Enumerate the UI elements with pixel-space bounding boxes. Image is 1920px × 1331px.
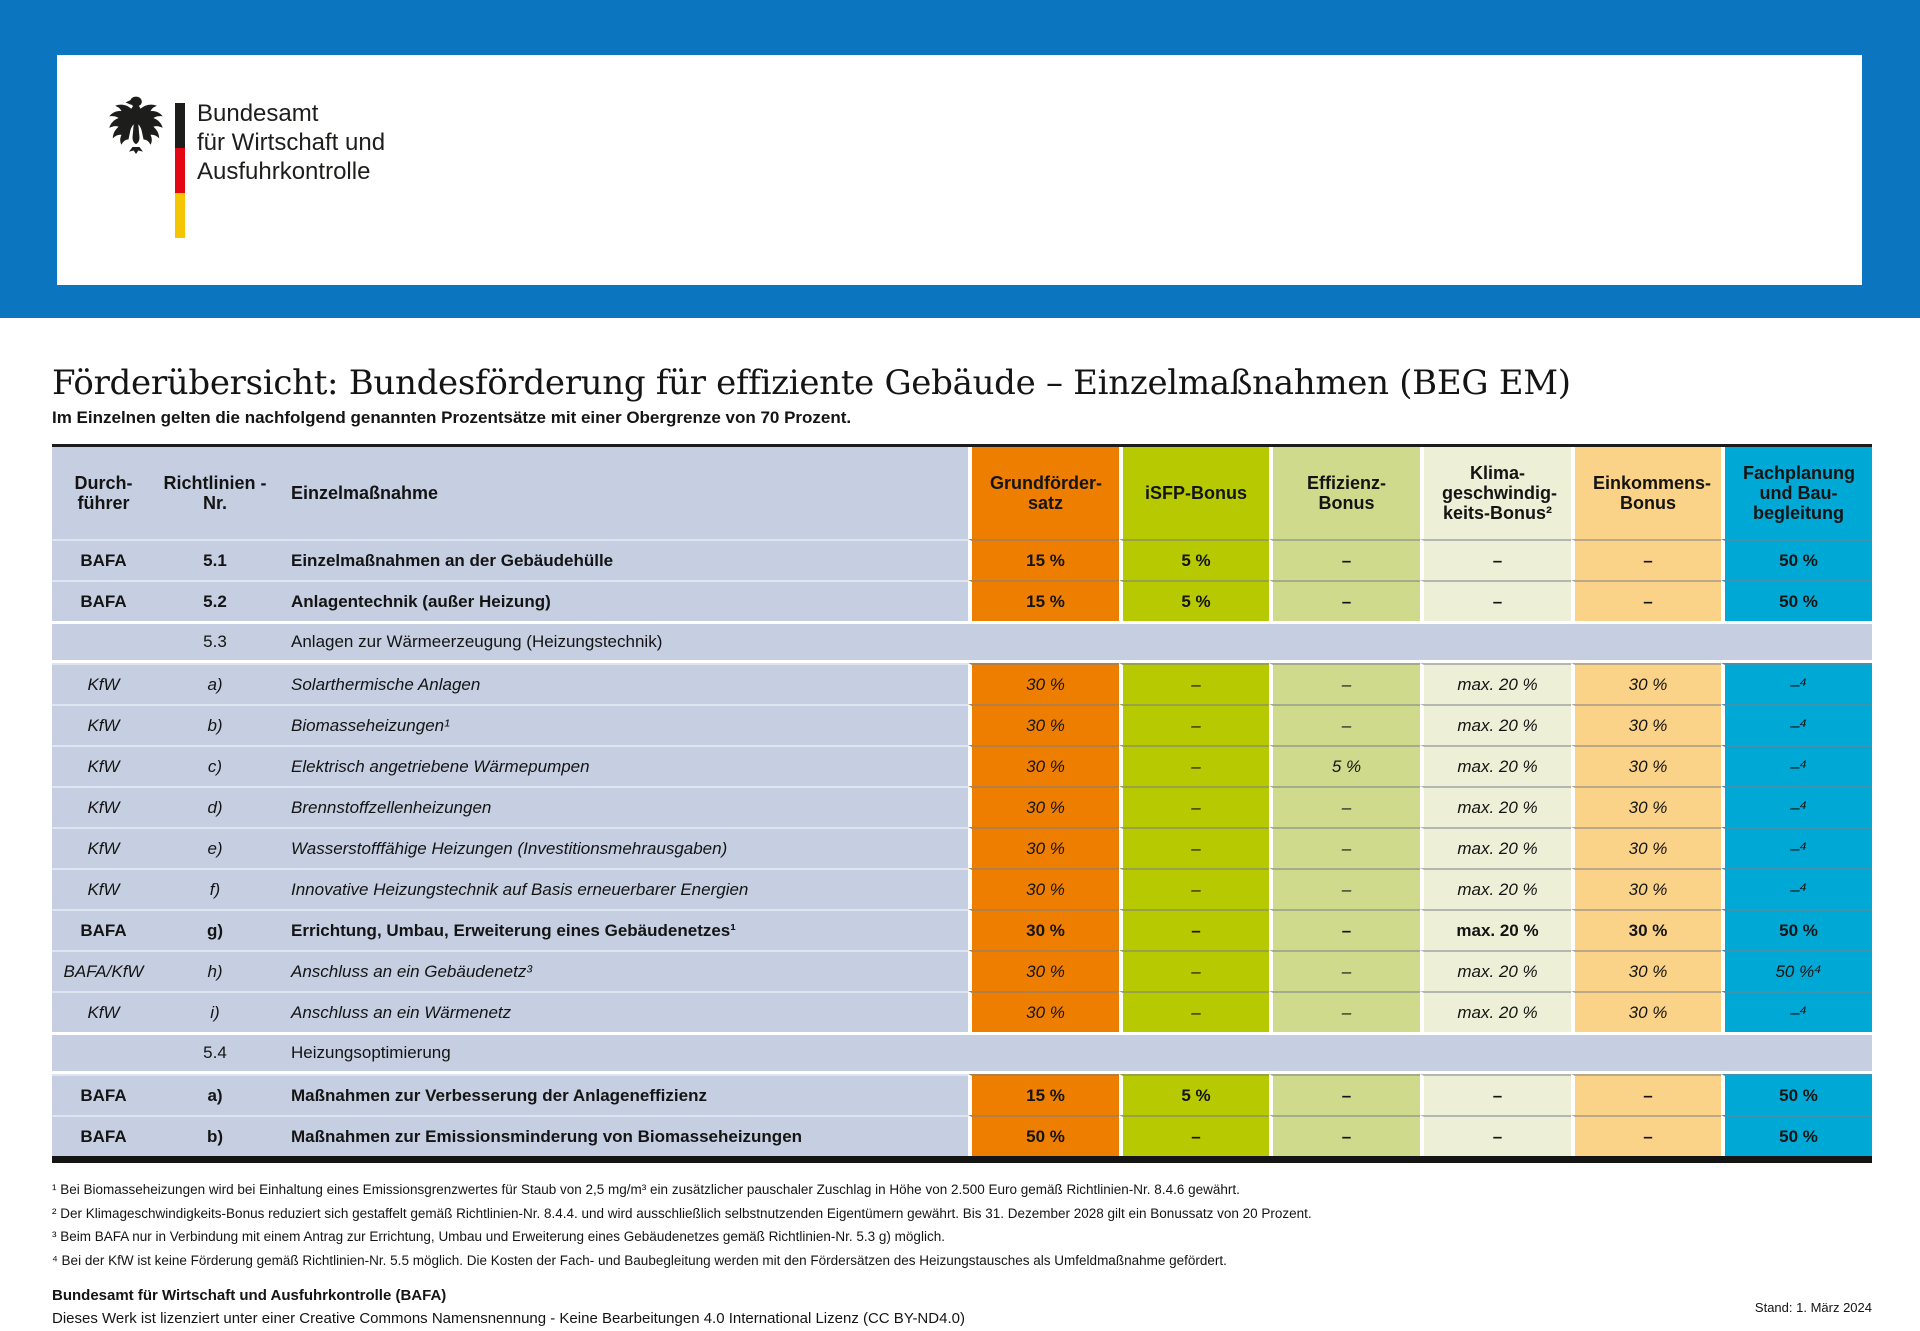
effizienz-bonus-cell: – — [1269, 1074, 1420, 1115]
table-row-5-2 — [52, 580, 1872, 621]
agency-name — [197, 99, 385, 186]
isfp-bonus-cell: – — [1119, 786, 1269, 827]
fachplanung-cell: –⁴ — [1721, 745, 1872, 786]
richtlinien-nr-cell: i) — [155, 991, 275, 1032]
executor-cell: KfW — [52, 868, 155, 909]
measure-cell: Brennstoffzellenheizungen — [275, 786, 968, 827]
isfp-bonus-cell: – — [1119, 909, 1269, 950]
fachplanung-cell: 50 % — [1721, 1074, 1872, 1115]
einkommens-bonus-cell: 30 % — [1571, 745, 1721, 786]
agency-line3: Ausfuhrkontrolle — [197, 158, 371, 185]
effizienz-bonus-cell: – — [1269, 950, 1420, 991]
footnote-1: ¹ Bei Biomasseheizungen wird bei Einhaltung eines Emissionsgrenzwertes für Staub von 2,5 mg/m³ ein zusätzlicher pauschaler Zuschlag in Höhe von 2.500 Euro gemäß Richtlinien-Nr. 8.4.6 gewährt. — [52, 1182, 1240, 1197]
grundfoerdersatz-cell: 15 % — [968, 539, 1119, 580]
table-row-5-4-a — [52, 1074, 1872, 1115]
grundfoerdersatz-cell: 30 % — [968, 950, 1119, 991]
fachplanung-cell: –⁴ — [1721, 663, 1872, 704]
isfp-bonus-cell: – — [1119, 991, 1269, 1032]
measure-cell: Innovative Heizungstechnik auf Basis erneuerbarer Energien — [275, 868, 968, 909]
einkommens-bonus-cell: 30 % — [1571, 991, 1721, 1032]
grundfoerdersatz-cell: 30 % — [968, 663, 1119, 704]
fachplanung-cell: 50 % — [1721, 580, 1872, 621]
effizienz-bonus-cell: – — [1269, 909, 1420, 950]
grundfoerdersatz-cell: 15 % — [968, 1074, 1119, 1115]
einkommens-bonus-cell: – — [1571, 1115, 1721, 1156]
footer-agency: Bundesamt für Wirtschaft und Ausfuhrkontrolle (BAFA) — [52, 1287, 447, 1304]
richtlinien-nr-cell: 5.4 — [155, 1032, 275, 1074]
klima-bonus-cell: max. 20 % — [1420, 909, 1571, 950]
table-row-f — [52, 868, 1872, 909]
fachplanung-cell: –⁴ — [1721, 868, 1872, 909]
isfp-bonus-cell: – — [1119, 704, 1269, 745]
grundfoerdersatz-cell: 30 % — [968, 909, 1119, 950]
effizienz-bonus-cell: – — [1269, 704, 1420, 745]
grundfoerdersatz-cell: 30 % — [968, 704, 1119, 745]
executor-cell: BAFA — [52, 909, 155, 950]
table-section-row-5-3 — [52, 621, 1872, 663]
logo-card — [57, 55, 1862, 285]
section-title-cell: Heizungsoptimierung — [275, 1032, 1872, 1074]
isfp-bonus-cell: 5 % — [1119, 539, 1269, 580]
executor-cell — [52, 1032, 155, 1074]
measure-cell: Anschluss an ein Wärmenetz — [275, 991, 968, 1032]
klima-bonus-cell: max. 20 % — [1420, 950, 1571, 991]
richtlinien-nr-cell: h) — [155, 950, 275, 991]
effizienz-bonus-cell: – — [1269, 991, 1420, 1032]
footnotes — [52, 1178, 1812, 1272]
fachplanung-cell: 50 %⁴ — [1721, 950, 1872, 991]
header-blue-band — [0, 0, 1920, 318]
funding-table — [52, 444, 1872, 1163]
executor-cell: KfW — [52, 786, 155, 827]
measure-cell: Errichtung, Umbau, Erweiterung eines Gebäudenetzes¹ — [275, 909, 968, 950]
grundfoerdersatz-cell: 30 % — [968, 745, 1119, 786]
col-fachplanung-header: Fachplanung und Bau-begleitung — [1721, 447, 1872, 539]
isfp-bonus-cell: 5 % — [1119, 580, 1269, 621]
footnote-3: ³ Beim BAFA nur in Verbindung mit einem Antrag zur Errichtung, Umbau und Erweiterung eines Gebäudenetzes gemäß Richtlinien-Nr. 5.3 g) möglich. — [52, 1229, 945, 1244]
footer-license: Dieses Werk ist lizenziert unter einer Creative Commons Namensnennung - Keine Bearbeitungen 4.0 International Lizenz (CC BY-ND4.0) — [52, 1310, 965, 1327]
col-einkommens-bonus-header: Einkommens-Bonus — [1571, 447, 1721, 539]
effizienz-bonus-cell: – — [1269, 539, 1420, 580]
executor-cell: BAFA/KfW — [52, 950, 155, 991]
col-grundfoerdersatz-header: Grundförder-satz — [968, 447, 1119, 539]
fachplanung-cell: 50 % — [1721, 909, 1872, 950]
col-klima-bonus-header: Klima-geschwindig-keits-Bonus² — [1420, 447, 1571, 539]
klima-bonus-cell: – — [1420, 539, 1571, 580]
klima-bonus-cell: max. 20 % — [1420, 745, 1571, 786]
executor-cell: KfW — [52, 704, 155, 745]
richtlinien-nr-cell: 5.1 — [155, 539, 275, 580]
klima-bonus-cell: max. 20 % — [1420, 663, 1571, 704]
measure-cell: Biomasseheizungen¹ — [275, 704, 968, 745]
richtlinien-nr-cell: d) — [155, 786, 275, 827]
effizienz-bonus-cell: – — [1269, 868, 1420, 909]
table-section-row-5-4 — [52, 1032, 1872, 1074]
table-row-5-4-b — [52, 1115, 1872, 1156]
table-row-e — [52, 827, 1872, 868]
agency-line1: Bundesamt — [197, 100, 319, 127]
executor-cell — [52, 621, 155, 663]
table-row-h — [52, 950, 1872, 991]
isfp-bonus-cell: – — [1119, 1115, 1269, 1156]
effizienz-bonus-cell: – — [1269, 1115, 1420, 1156]
table-row-c — [52, 745, 1872, 786]
einkommens-bonus-cell: 30 % — [1571, 704, 1721, 745]
executor-cell: BAFA — [52, 539, 155, 580]
klima-bonus-cell: max. 20 % — [1420, 827, 1571, 868]
fachplanung-cell: –⁴ — [1721, 827, 1872, 868]
richtlinien-nr-cell: a) — [155, 663, 275, 704]
isfp-bonus-cell: – — [1119, 663, 1269, 704]
grundfoerdersatz-cell: 30 % — [968, 991, 1119, 1032]
measure-cell: Anlagentechnik (außer Heizung) — [275, 580, 968, 621]
isfp-bonus-cell: – — [1119, 827, 1269, 868]
executor-cell: KfW — [52, 663, 155, 704]
executor-cell: KfW — [52, 991, 155, 1032]
table-row-5-1 — [52, 539, 1872, 580]
measure-cell: Solarthermische Anlagen — [275, 663, 968, 704]
grundfoerdersatz-cell: 50 % — [968, 1115, 1119, 1156]
einkommens-bonus-cell: – — [1571, 580, 1721, 621]
measure-cell: Elektrisch angetriebene Wärmepumpen — [275, 745, 968, 786]
klima-bonus-cell: – — [1420, 1115, 1571, 1156]
col-effizienz-bonus-header: Effizienz-Bonus — [1269, 447, 1420, 539]
klima-bonus-cell: max. 20 % — [1420, 704, 1571, 745]
executor-cell: BAFA — [52, 580, 155, 621]
einkommens-bonus-cell: 30 % — [1571, 786, 1721, 827]
einkommens-bonus-cell: 30 % — [1571, 827, 1721, 868]
isfp-bonus-cell: – — [1119, 950, 1269, 991]
col-einzelmassnahme-header: Einzelmaßnahme — [275, 447, 968, 539]
richtlinien-nr-cell: g) — [155, 909, 275, 950]
measure-cell: Einzelmaßnahmen an der Gebäudehülle — [275, 539, 968, 580]
grundfoerdersatz-cell: 30 % — [968, 786, 1119, 827]
table-row-i — [52, 991, 1872, 1032]
richtlinien-nr-cell: c) — [155, 745, 275, 786]
col-richtlinien-nr-header: Richtlinien -Nr. — [155, 447, 275, 539]
measure-cell: Maßnahmen zur Emissionsminderung von Biomasseheizungen — [275, 1115, 968, 1156]
richtlinien-nr-cell: b) — [155, 1115, 275, 1156]
table-header-row — [52, 447, 1872, 539]
measure-cell: Maßnahmen zur Verbesserung der Anlageneffizienz — [275, 1074, 968, 1115]
executor-cell: KfW — [52, 745, 155, 786]
einkommens-bonus-cell: 30 % — [1571, 663, 1721, 704]
fachplanung-cell: 50 % — [1721, 539, 1872, 580]
klima-bonus-cell: max. 20 % — [1420, 868, 1571, 909]
executor-cell: KfW — [52, 827, 155, 868]
richtlinien-nr-cell: 5.2 — [155, 580, 275, 621]
footnote-2: ² Der Klimageschwindigkeits-Bonus reduziert sich gestaffelt gemäß Richtlinien-Nr. 8.4.4. und wird ausschließlich selbstnutzenden Eigentümern gewährt. Bis 31. Dezember 2028 gilt ein Bonussatz von 20 Prozent. — [52, 1205, 1312, 1221]
einkommens-bonus-cell: 30 % — [1571, 868, 1721, 909]
klima-bonus-cell: max. 20 % — [1420, 786, 1571, 827]
einkommens-bonus-cell: 30 % — [1571, 909, 1721, 950]
effizienz-bonus-cell: – — [1269, 786, 1420, 827]
effizienz-bonus-cell: – — [1269, 580, 1420, 621]
einkommens-bonus-cell: – — [1571, 539, 1721, 580]
col-isfp-bonus-header: iSFP-Bonus — [1119, 447, 1269, 539]
federal-eagle-icon — [107, 93, 165, 157]
isfp-bonus-cell: – — [1119, 868, 1269, 909]
col-durchfuehrer-header: Durch-führer — [52, 447, 155, 539]
grundfoerdersatz-cell: 15 % — [968, 580, 1119, 621]
richtlinien-nr-cell: a) — [155, 1074, 275, 1115]
einkommens-bonus-cell: 30 % — [1571, 950, 1721, 991]
table-row-g — [52, 909, 1872, 950]
fachplanung-cell: –⁴ — [1721, 786, 1872, 827]
richtlinien-nr-cell: b) — [155, 704, 275, 745]
effizienz-bonus-cell: – — [1269, 827, 1420, 868]
executor-cell: BAFA — [52, 1115, 155, 1156]
table-row-a — [52, 663, 1872, 704]
stand-date: Stand: 1. März 2024 — [1754, 1300, 1872, 1315]
fachplanung-cell: –⁴ — [1721, 991, 1872, 1032]
grundfoerdersatz-cell: 30 % — [968, 868, 1119, 909]
page-title: Förderübersicht: Bundesförderung für effiziente Gebäude – Einzelmaßnahmen (BEG EM) — [52, 362, 1571, 403]
agency-line2: für Wirtschaft und — [197, 129, 386, 156]
effizienz-bonus-cell: – — [1269, 663, 1420, 704]
measure-cell: Anschluss an ein Gebäudenetz³ — [275, 950, 968, 991]
table-row-d — [52, 786, 1872, 827]
footnote-4: ⁴ Bei der KfW ist keine Förderung gemäß Richtlinien-Nr. 5.5 möglich. Die Kosten der Fach- und Baubegleitung werden mit den Fördersätzen des Heizungstausches als Umfeldmaßnahme gefördert. — [52, 1252, 1227, 1268]
effizienz-bonus-cell: 5 % — [1269, 745, 1420, 786]
fachplanung-cell: –⁴ — [1721, 704, 1872, 745]
klima-bonus-cell: – — [1420, 580, 1571, 621]
einkommens-bonus-cell: – — [1571, 1074, 1721, 1115]
richtlinien-nr-cell: e) — [155, 827, 275, 868]
klima-bonus-cell: max. 20 % — [1420, 991, 1571, 1032]
isfp-bonus-cell: 5 % — [1119, 1074, 1269, 1115]
richtlinien-nr-cell: f) — [155, 868, 275, 909]
page-footer — [52, 1284, 965, 1330]
measure-cell: Wasserstofffähige Heizungen (Investitionsmehrausgaben) — [275, 827, 968, 868]
fachplanung-cell: 50 % — [1721, 1115, 1872, 1156]
executor-cell: BAFA — [52, 1074, 155, 1115]
table-row-b — [52, 704, 1872, 745]
german-flag-stripe — [175, 103, 185, 238]
isfp-bonus-cell: – — [1119, 745, 1269, 786]
klima-bonus-cell: – — [1420, 1074, 1571, 1115]
section-title-cell: Anlagen zur Wärmeerzeugung (Heizungstechnik) — [275, 621, 1872, 663]
richtlinien-nr-cell: 5.3 — [155, 621, 275, 663]
page-subtitle: Im Einzelnen gelten die nachfolgend genannten Prozentsätze mit einer Obergrenze von 70 Prozent. — [52, 408, 852, 427]
grundfoerdersatz-cell: 30 % — [968, 827, 1119, 868]
